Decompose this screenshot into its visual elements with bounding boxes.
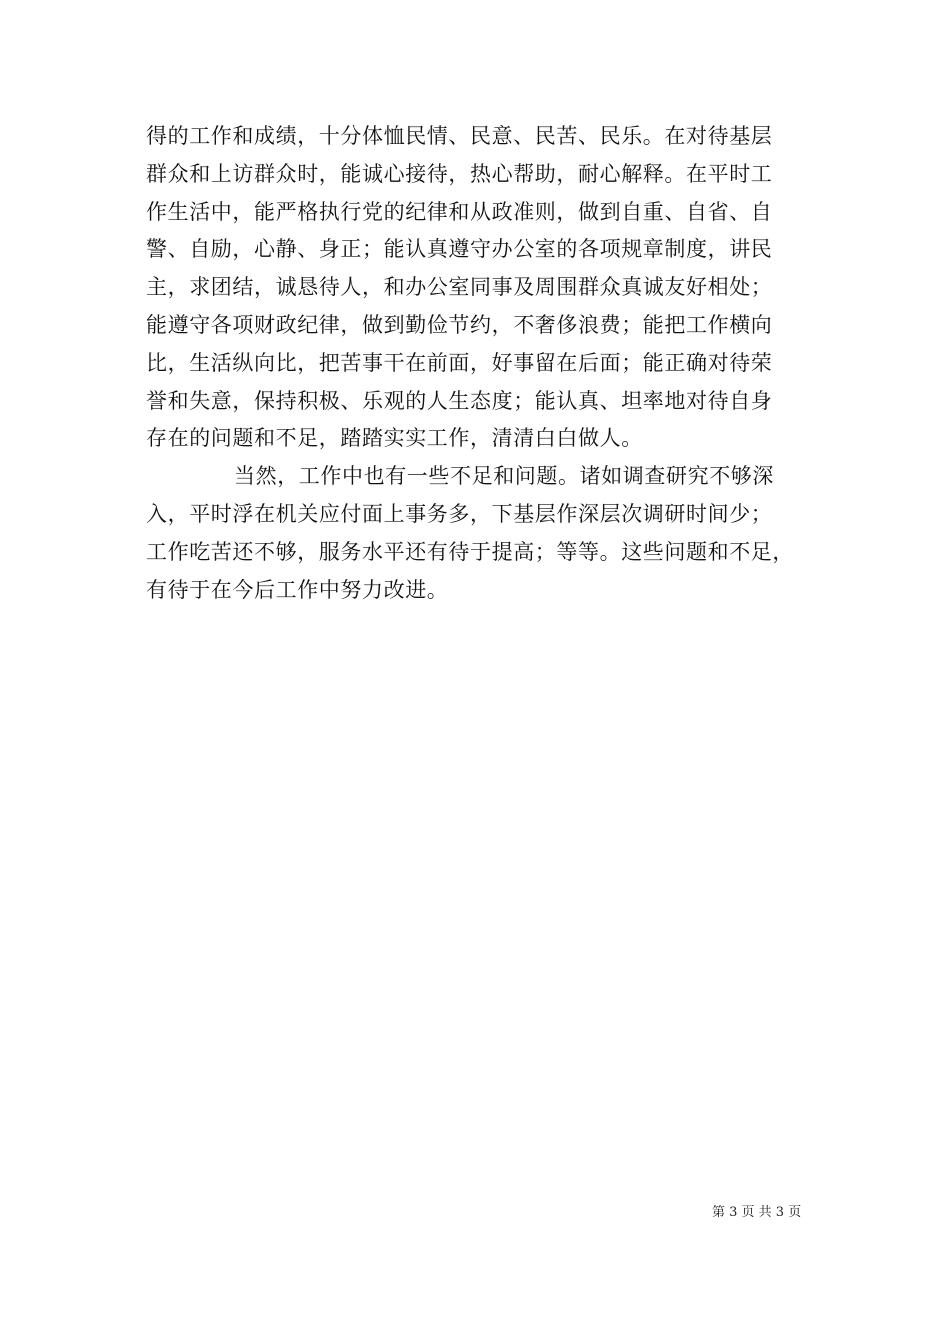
text-line: 警、自励，心静、身正；能认真遵守办公室的各项规章制度，讲民 (146, 237, 773, 262)
text-line: 有待于在今后工作中努力改进。 (146, 577, 449, 602)
paragraph-2 (146, 458, 818, 609)
text-line: 工作吃苦还不够，服务水平还有待于提高；等等。这些问题和不足， (146, 539, 794, 564)
text-line: 得的工作和成绩，十分体恤民情、民意、民苦、民乐。在对待基层 (146, 124, 773, 148)
text-line: 主，求团结，诚恳待人，和办公室同事及周围群众真诚友好相处； (146, 275, 773, 300)
text-line: 入，平时浮在机关应付面上事务多，下基层作深层次调研时间少； (146, 501, 773, 526)
text-line: 存在的问题和不足，踏踏实实工作，清清白白做人。 (146, 426, 643, 451)
page-number-footer: 第 3 页 共 3 页 (712, 1205, 802, 1220)
text-line: 当然，工作中也有一些不足和问题。诸如调查研究不够深 (234, 464, 774, 489)
text-line: 比，生活纵向比，把苦事干在前面，好事留在后面；能正确对待荣 (146, 350, 773, 375)
document-body (146, 118, 818, 609)
text-line: 誉和失意，保持积极、乐观的人生态度；能认真、坦率地对待自身 (146, 388, 773, 413)
paragraph-1 (146, 118, 818, 458)
text-line: 能遵守各项财政纪律，做到勤俭节约，不奢侈浪费；能把工作横向 (146, 312, 773, 337)
text-line: 群众和上访群众时，能诚心接待，热心帮助，耐心解释。在平时工 (146, 161, 773, 186)
text-line: 作生活中，能严格执行党的纪律和从政准则，做到自重、自省、自 (146, 199, 773, 224)
